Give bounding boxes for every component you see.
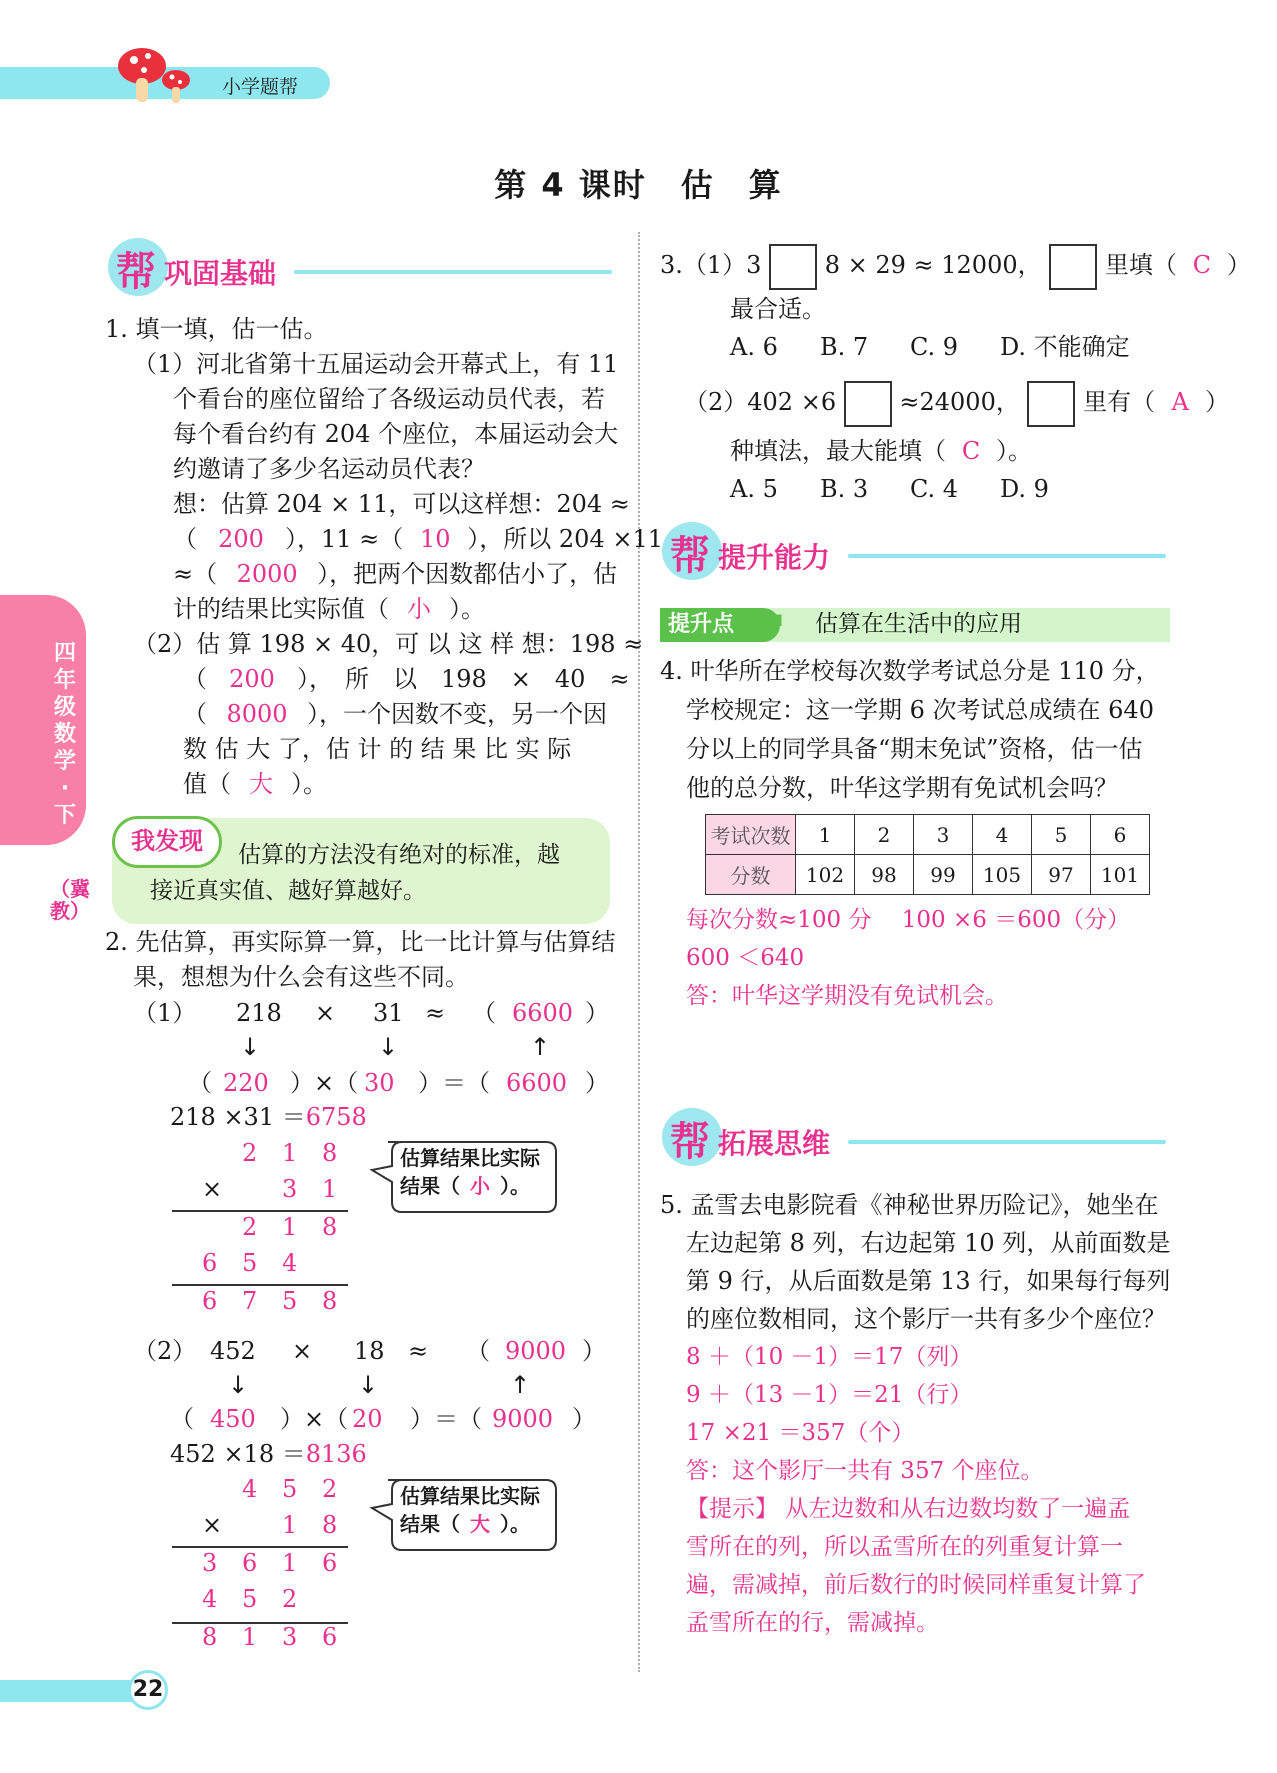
paren: ） [585, 999, 609, 1027]
op: × [292, 1337, 313, 1365]
paren: ） [572, 1405, 596, 1433]
digit: 8 [322, 1139, 338, 1167]
q3-option: C. 9 [910, 333, 959, 361]
exact-calc [170, 1437, 367, 1472]
digit: 8 [322, 1287, 338, 1315]
arrow-up-icon: ↑ [530, 1033, 551, 1061]
rule-line [172, 1622, 348, 1624]
answer-fill: 小 [407, 595, 431, 623]
digit: 4 [202, 1585, 218, 1613]
answer-fill: A [1171, 388, 1189, 416]
digit: 2 [242, 1213, 258, 1241]
digit: 5 [242, 1585, 258, 1613]
q4-line: 分以上的同学具备“期末免试”资格，估一估 [686, 735, 1143, 763]
blank-box [769, 244, 817, 290]
times: ）×（ [290, 1069, 359, 1097]
answer-fill: 大 [470, 1512, 490, 1536]
tisheng-tag: 提升点 [660, 608, 780, 642]
answer-fill: 30 [364, 1069, 395, 1097]
table-header: 分数 [706, 855, 796, 895]
blank-box [1049, 244, 1097, 290]
mushroom-icon [112, 40, 196, 106]
q1-think-line [173, 522, 663, 557]
text: ≈（ [173, 560, 218, 588]
table-cell: 4 [973, 815, 1032, 855]
digit: 1 [242, 1623, 258, 1651]
q1-p1-line: 约邀请了多少名运动员代表？ [173, 455, 485, 483]
digit: 6 [202, 1249, 218, 1277]
q2-stem: 2. 先估算，再实际算一算，比一比计算与估算结 [105, 928, 616, 956]
q3-option: A. 6 [730, 333, 778, 361]
blank-box [1027, 381, 1075, 427]
text: ）。 [449, 595, 485, 623]
q5-line: 的座位数相同，这个影厅一共有多少个座位？ [686, 1305, 1166, 1333]
text: ）。 [291, 770, 327, 798]
paren: （ [183, 665, 207, 693]
arrow-down-icon: ↓ [228, 1371, 249, 1399]
digit: 6 [322, 1623, 338, 1651]
text: ≈24000， [899, 388, 1020, 416]
paren: （ [183, 700, 207, 728]
digit: 6 [322, 1549, 338, 1577]
q5-line: 第 9 行，从后面数是第 13 行，如果每行每列 [686, 1267, 1171, 1295]
part-label: （2） [133, 1337, 197, 1365]
answer-fill: 9000 [492, 1405, 554, 1433]
answer-fill: C [961, 437, 981, 465]
factor-a: 218 [236, 999, 282, 1027]
q3-option: D. 9 [1000, 475, 1049, 503]
digit: 5 [282, 1287, 298, 1315]
answer-fill: C [1192, 251, 1212, 279]
text: 结果（ [400, 1174, 460, 1198]
digit: 2 [282, 1585, 298, 1613]
q1-think-line [173, 557, 617, 592]
table-cell: 101 [1091, 855, 1150, 895]
q1-think-line [173, 592, 485, 627]
section-title: 拓展思维 [718, 1127, 831, 1160]
q1-p2-line [183, 697, 607, 732]
table-cell: 98 [855, 855, 914, 895]
part-label: （1） [133, 999, 197, 1027]
q4-line: 他的总分数，叶华这学期有免试机会吗？ [686, 774, 1118, 802]
text: ），所以 204 ×11 [467, 525, 663, 553]
q1-p1-line: （1）河北省第十五届运动会开幕式上，有 11 [133, 350, 619, 378]
q1-think-line: 想：估算 204 × 11，可以这样想：204 ≈ [173, 490, 630, 518]
column-divider [638, 232, 640, 1672]
answer-fill: 6758 [305, 1103, 367, 1131]
paren: （ [188, 1069, 212, 1097]
table-row [706, 855, 1150, 895]
arrow-up-icon: ↑ [510, 1371, 531, 1399]
text: 里填（ [1104, 251, 1177, 279]
table-cell: 97 [1032, 855, 1091, 895]
digit: 8 [322, 1213, 338, 1241]
tisheng-text: 估算在生活中的应用 [815, 611, 1022, 637]
answer-fill: 20 [352, 1405, 383, 1433]
q5-answer: 17 ×21 ＝357（个） [686, 1420, 915, 1446]
text: ） [1226, 251, 1251, 279]
text: 结果（ [400, 1512, 460, 1536]
q5-hint: 遍，需减掉，前后数行的时候同样重复计算了 [686, 1572, 1146, 1598]
paren: （ [472, 999, 496, 1027]
q4-line: 4. 叶华所在学校每次数学考试总分是 110 分， [660, 657, 1160, 685]
text: 计的结果比实际值（ [173, 595, 389, 623]
discover-tag: 我发现 [112, 816, 222, 868]
times: ）×（ [280, 1405, 349, 1433]
text: ）。 [996, 437, 1032, 465]
section-line [848, 554, 1166, 558]
section-bang: 帮 [670, 1119, 710, 1165]
section-title: 提升能力 [718, 541, 831, 574]
digit: 2 [242, 1139, 258, 1167]
digit: 6 [202, 1287, 218, 1315]
text: 218 ×31 ＝ [170, 1103, 306, 1131]
table-cell: 1 [796, 815, 855, 855]
answer-fill: 大 [249, 770, 273, 798]
answer-fill: 6600 [512, 999, 574, 1027]
digit: 8 [202, 1623, 218, 1651]
digit: 4 [242, 1475, 258, 1503]
times-sign: × [202, 1511, 223, 1539]
table-cell: 6 [1091, 815, 1150, 855]
section-bang: 帮 [670, 533, 710, 579]
digit: 8 [322, 1511, 338, 1539]
factor-a: 452 [210, 1337, 256, 1365]
q3-option: C. 4 [910, 475, 959, 503]
q1-p1-line: 个看台的座位留给了各级运动员代表，若 [173, 385, 605, 413]
note-line [400, 1172, 530, 1200]
q1-p2-line: 数 估 大 了，估 计 的 结 果 比 实 际 [183, 735, 572, 763]
q2-stem: 果，想想为什么会有这些不同。 [133, 963, 469, 991]
section-expand [662, 1108, 1167, 1166]
text: ），把两个因数都估小了，估 [317, 560, 618, 588]
arrow-down-icon: ↓ [358, 1371, 379, 1399]
text: ）， 所 以 198 × 40 ≈ [297, 665, 630, 693]
q3-p1-line2: 最合适。 [730, 295, 826, 323]
section-line [294, 270, 612, 274]
arrow-down-icon: ↓ [240, 1033, 261, 1061]
score-table [705, 814, 1150, 895]
answer-fill: 8136 [305, 1440, 367, 1468]
q3-option: B. 3 [820, 475, 869, 503]
table-cell: 99 [914, 855, 973, 895]
page-number: 22 [128, 1670, 168, 1710]
q4-answer: 答：叶华这学期没有免试机会。 [686, 983, 1008, 1009]
paren: ） [582, 1337, 606, 1365]
q5-hint: 雪所在的列，所以孟雪所在的列重复计算一 [686, 1534, 1123, 1560]
text: 种填法，最大能填（ [730, 437, 946, 465]
answer-fill: 9000 [505, 1337, 567, 1365]
section-line [848, 1140, 1166, 1144]
q1-p2-line: （2）估 算 198 × 40，可 以 这 样 想：198 ≈ [133, 630, 644, 658]
text: 8 × 29 ≈ 12000， [824, 251, 1042, 279]
table-cell: 5 [1032, 815, 1091, 855]
q5-answer: 9 ＋（13 －1）＝21（行） [686, 1382, 973, 1408]
factor-b: 31 [373, 999, 404, 1027]
q5-answer: 8 ＋（10 －1）＝17（列） [686, 1344, 973, 1370]
digit: 5 [282, 1475, 298, 1503]
note-line: 估算结果比实际 [400, 1146, 540, 1170]
side-tab-sub: （冀教） [50, 877, 90, 923]
q5-hint: 【提示】 从左边数和从右边数均数了一遍孟 [686, 1496, 1131, 1522]
q5-hint: 孟雪所在的行，需减掉。 [686, 1610, 939, 1636]
digit: 2 [322, 1475, 338, 1503]
digit: 3 [202, 1549, 218, 1577]
q3-option: D. 不能确定 [1000, 333, 1130, 361]
text: 452 ×18 ＝ [170, 1440, 306, 1468]
blank-box [844, 381, 892, 427]
side-tab-text: 四年级数学·下 [53, 641, 76, 828]
text: 里有（ [1083, 388, 1156, 416]
rule-line [172, 1210, 348, 1212]
q3-option: A. 5 [730, 475, 778, 503]
times-sign: × [202, 1175, 223, 1203]
digit: 1 [282, 1213, 298, 1241]
paren: （ [466, 1337, 490, 1365]
approx: ≈ [425, 999, 446, 1027]
answer-fill: 6600 [506, 1069, 568, 1097]
answer-fill: 10 [420, 525, 451, 553]
answer-fill: 200 [218, 525, 264, 553]
leaf-arrow-icon [756, 610, 786, 640]
table-header: 考试次数 [706, 815, 796, 855]
note-line: 估算结果比实际 [400, 1484, 540, 1508]
text: 3.（1）3 [660, 251, 762, 279]
table-cell: 105 [973, 855, 1032, 895]
answer-fill: 450 [210, 1405, 256, 1433]
brand-title: 小学题帮 [222, 76, 299, 98]
q4-answer: 每次分数≈100 分 100 ×6 ＝600（分） [686, 907, 1131, 933]
text: 值（ [183, 770, 231, 798]
table-cell: 2 [855, 815, 914, 855]
digit: 1 [282, 1511, 298, 1539]
section-title: 巩固基础 [164, 257, 277, 290]
factor-b: 18 [354, 1337, 385, 1365]
lesson-title: 第 4 课时 估 算 [494, 166, 783, 204]
paren: （ [170, 1405, 194, 1433]
paren: ） [585, 1069, 609, 1097]
q5-answer: 答：这个影厅一共有 357 个座位。 [686, 1458, 1044, 1484]
equals: ）＝（ [410, 1405, 482, 1433]
q1-p1-line: 每个看台约有 204 个座位，本届运动会大 [173, 420, 619, 448]
section-consolidate [108, 238, 613, 296]
q4-line: 学校规定：这一学期 6 次考试总成绩在 640 [686, 696, 1154, 724]
rule-line [172, 1284, 348, 1286]
digit: 6 [242, 1549, 258, 1577]
answer-fill: 2000 [236, 560, 298, 588]
answer-fill: 小 [470, 1174, 490, 1198]
text: ），一个因数不变，另一个因 [307, 700, 607, 728]
text: ） [1205, 388, 1230, 416]
q5-line: 5. 孟雪去电影院看《神秘世界历险记》，她坐在 [660, 1191, 1159, 1219]
table-row [706, 815, 1150, 855]
q4-answer: 600 ＜640 [686, 945, 805, 971]
equals: ）＝（ [418, 1069, 490, 1097]
q3-option: B. 7 [820, 333, 869, 361]
text: ）。 [500, 1512, 530, 1536]
q3-p2-line [684, 377, 1229, 427]
digit: 1 [282, 1139, 298, 1167]
q3-p1-line [660, 240, 1251, 290]
digit: 5 [242, 1249, 258, 1277]
q1-p2-line [183, 662, 630, 697]
exact-calc [170, 1100, 367, 1135]
arrow-down-icon: ↓ [378, 1033, 399, 1061]
rule-line [172, 1546, 348, 1548]
digit: 4 [282, 1249, 298, 1277]
table-cell: 102 [796, 855, 855, 895]
op: × [315, 999, 336, 1027]
approx: ≈ [408, 1337, 429, 1365]
paren: （ [173, 525, 197, 553]
q1-stem: 1. 填一填，估一估。 [105, 315, 328, 343]
answer-fill: 8000 [226, 700, 288, 728]
digit: 1 [282, 1549, 298, 1577]
discover-line: 估算的方法没有绝对的标准，越 [238, 842, 560, 868]
answer-fill: 220 [223, 1069, 269, 1097]
answer-fill: 200 [229, 665, 275, 693]
digit: 7 [242, 1287, 258, 1315]
digit: 3 [282, 1175, 298, 1203]
discover-line: 接近真实值、越好算越好。 [150, 878, 426, 904]
text: ）。 [500, 1174, 530, 1198]
section-bang: 帮 [116, 249, 156, 295]
q3-p2-line2 [730, 434, 1032, 469]
section-improve [662, 522, 1167, 580]
digit: 3 [282, 1623, 298, 1651]
note-line [400, 1510, 530, 1538]
table-cell: 3 [914, 815, 973, 855]
q5-line: 左边起第 8 列，右边起第 10 列，从前面数是 [686, 1229, 1171, 1257]
digit: 1 [322, 1175, 338, 1203]
q1-p2-line [183, 767, 327, 802]
text: （2）402 ×6 [684, 388, 837, 416]
text: ），11 ≈（ [285, 525, 404, 553]
